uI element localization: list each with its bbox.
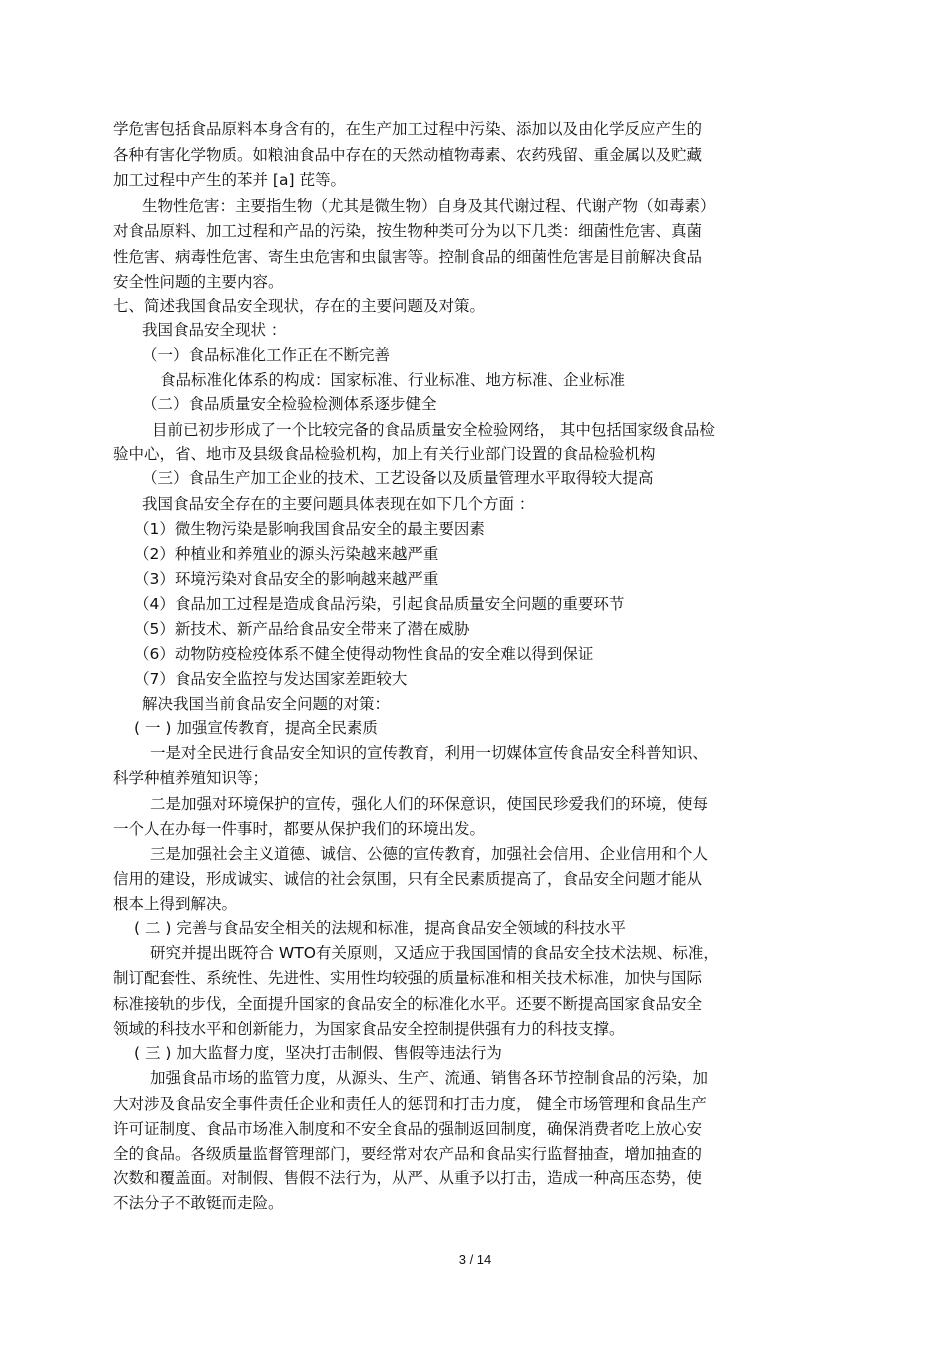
text-line: （一）食品标准化工作正在不断完善 <box>142 346 391 364</box>
text-line: 大对涉及食品安全事件责任企业和责任人的惩罚和打击力度， 健全市场管理和食品生产 <box>113 1095 707 1113</box>
text-line: 学危害包括食品原料本身含有的，在生产加工过程中污染、添加以及由化学反应产生的 <box>113 120 703 138</box>
text-line: 制订配套性、系统性、先进性、实用性均较强的质量标准和相关技术标准，加快与国际 <box>113 969 703 987</box>
text-line: 根本上得到解决。 <box>113 895 238 913</box>
text-line: 研究并提出既符合 WTO有关原则，又适应于我国国情的食品安全技术法规、标准， <box>150 944 719 962</box>
text-line: 生物性危害：主要指生物（尤其是微生物）自身及其代谢过程、代谢产物（如毒素） <box>142 197 716 215</box>
text-line: 许可证制度、食品市场准入制度和不安全食品的强制返回制度，确保消费者吃上放心安 <box>113 1120 703 1138</box>
text-line: 领域的科技水平和创新能力，为国家食品安全控制提供强有力的科技支撑。 <box>113 1020 625 1038</box>
text-line: 次数和覆盖面。对制假、售假不法行为，从严、从重予以打击，造成一种高压态势，使 <box>113 1169 703 1187</box>
list-item: （4）食品加工过程是造成食品污染，引起食品质量安全问题的重要环节 <box>134 595 625 613</box>
subsection-heading: 解决我国当前食品安全问题的对策： <box>142 695 391 713</box>
text-line: 安全性问题的主要内容。 <box>113 273 284 291</box>
text-line: 目前已初步形成了一个比较完备的食品质量安全检验网络， 其中包括国家级食品检 <box>152 421 715 439</box>
text-line: 性危害、病毒性危害、寄生虫危害和虫鼠害等。控制食品的细菌性危害是目前解决食品 <box>113 248 703 266</box>
text-line: 一是对全民进行食品安全知识的宣传教育，利用一切媒体宣传食品安全科普知识、 <box>150 744 709 762</box>
text-line: （二）食品质量安全检验检测体系逐步健全 <box>142 395 437 413</box>
text-line: 二是加强对环境保护的宣传，强化人们的环保意识，使国民珍爱我们的环境，使每 <box>150 795 709 813</box>
subsection-heading: 我国食品安全存在的主要问题具体表现在如下几个方面 ： <box>142 495 535 513</box>
text-line: 标准接轨的步伐，全面提升国家的食品安全的标准化水平。还要不断提高国家食品安全 <box>113 995 703 1013</box>
section-heading: 七、简述我国食品安全现状，存在的主要问题及对策。 <box>113 297 486 315</box>
text-line: ( 二 ) 完善与食品安全相关的法规和标准，提高食品安全领域的科技水平 <box>134 919 626 937</box>
list-item: （6）动物防疫检疫体系不健全使得动物性食品的安全难以得到保证 <box>134 645 594 663</box>
text-line: 全的食品。各级质量监督管理部门，要经常对农产品和食品实行监督抽查，增加抽查的 <box>113 1145 703 1163</box>
text-line: ( 一 ) 加强宣传教育，提高全民素质 <box>134 719 378 737</box>
list-item: （2）种植业和养殖业的源头污染越来越严重 <box>134 545 439 563</box>
subsection-heading: 我国食品安全现状 ： <box>142 321 287 339</box>
list-item: （3）环境污染对食品安全的影响越来越严重 <box>134 570 439 588</box>
text-line: （三）食品生产加工企业的技术、工艺设备以及质量管理水平取得较大提高 <box>142 469 654 487</box>
text-line: 验中心，省、地市及县级食品检验机构，加上有关行业部门设置的食品检验机构 <box>113 445 656 463</box>
text-line: 信用的建设，形成诚实、诚信的社会氛围，只有全民素质提高了，食品安全问题才能从 <box>113 870 703 888</box>
text-line: 科学种植养殖知识等； <box>113 769 269 787</box>
text-line: 各种有害化学物质。如粮油食品中存在的天然动植物毒素、农药残留、重金属以及贮藏 <box>113 146 703 164</box>
text-line: 对食品原料、加工过程和产品的污染，按生物种类可分为以下几类：细菌性危害、真菌 <box>113 222 703 240</box>
list-item: （5）新技术、新产品给食品安全带来了潜在威胁 <box>134 620 470 638</box>
page-number: 3 / 14 <box>458 1252 492 1267</box>
text-line: 一个人在办每一件事时，都要从保护我们的环境出发。 <box>113 820 486 838</box>
list-item: （7）食品安全监控与发达国家差距较大 <box>134 670 408 688</box>
text-line: 三是加强社会主义道德、诚信、公德的宣传教育，加强社会信用、企业信用和个人 <box>150 845 709 863</box>
text-line: 食品标准化体系的构成：国家标准、行业标准、地方标准、企业标准 <box>160 371 626 389</box>
text-line: 加强食品市场的监管力度，从源头、生产、流通、销售各环节控制食品的污染，加 <box>150 1069 709 1087</box>
text-line: 不法分子不敢铤而走险。 <box>113 1194 284 1212</box>
text-line: 加工过程中产生的苯并 [a] 芘等。 <box>113 171 346 189</box>
list-item: （1）微生物污染是影响我国食品安全的最主要因素 <box>134 520 485 538</box>
text-line: ( 三 ) 加大监督力度，坚决打击制假、售假等违法行为 <box>134 1044 502 1062</box>
